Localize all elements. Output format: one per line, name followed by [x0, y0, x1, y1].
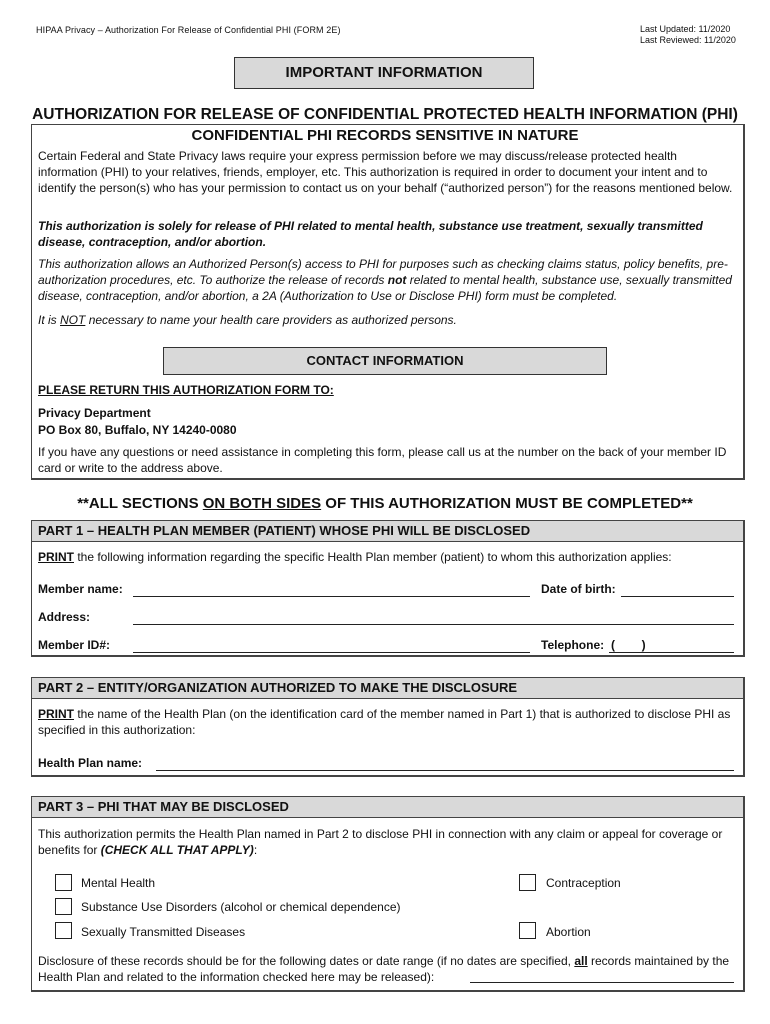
member-id-field[interactable]	[133, 652, 530, 653]
member-id-label: Member ID#:	[38, 638, 111, 652]
para3-not: not	[387, 273, 407, 287]
dates-text-b: records maintained by the Health Plan and related to the information checked here may be released):	[38, 954, 730, 984]
substance-use-label: Substance Use Disorders (alcohol or chemical dependence)	[81, 900, 401, 914]
form-revision-info	[640, 24, 736, 46]
mental-health-label: Mental Health	[81, 876, 156, 890]
solely-for-release-paragraph: This authorization is solely for release of PHI related to mental health, substance use treatment, sexually transmitted disease, contraception, and/or abortion.	[38, 219, 703, 249]
mental-health-checkbox[interactable]	[55, 874, 72, 891]
part3-instruction-a: This authorization permits the Health Plan named in Part 2 to disclose PHI in connection with any claim or appeal for coverage or benefits for	[38, 827, 723, 857]
std-label: Sexually Transmitted Diseases	[81, 925, 246, 939]
privacy-laws-paragraph: Certain Federal and State Privacy laws require your express permission before we may discuss/release protected health information (PHI) to your relatives, friends, employer, etc. This authorization is required in order to document your intent and to identify the person(s) who has your permission to contact us on your behalf (“authorized person”) for the reasons mentioned below.	[38, 149, 733, 195]
authorized-person-access-paragraph	[38, 256, 738, 304]
contraception-checkbox[interactable]	[519, 874, 536, 891]
abortion-label: Abortion	[546, 925, 591, 939]
telephone-area-code: ( )	[611, 638, 646, 652]
member-name-field[interactable]	[133, 596, 530, 597]
notice-post: OF THIS AUTHORIZATION MUST BE COMPLETED**	[321, 495, 693, 512]
part2-section	[31, 677, 745, 777]
dob-field[interactable]	[621, 596, 734, 597]
part3-section	[31, 796, 745, 992]
last-reviewed: Last Reviewed: 11/2020	[640, 35, 736, 45]
abortion-checkbox[interactable]	[519, 922, 536, 939]
part2-instruction-text: the name of the Health Plan (on the identification card of the member named in Part 1) that is authorized to disclose PHI as specified in this authorization:	[38, 707, 731, 737]
sensitive-records-title: CONFIDENTIAL PHI RECORDS SENSITIVE IN NATURE	[191, 127, 579, 144]
date-range-field[interactable]	[470, 982, 734, 983]
print-word: PRINT	[38, 707, 74, 721]
part1-instruction	[38, 549, 738, 565]
health-plan-name-field[interactable]	[156, 770, 734, 771]
dob-label: Date of birth:	[541, 582, 616, 596]
std-checkbox[interactable]	[55, 922, 72, 939]
return-address	[38, 405, 237, 439]
part1-header: PART 1 – HEALTH PLAN MEMBER (PATIENT) WHOSE PHI WILL BE DISCLOSED	[32, 521, 743, 542]
notice-pre: **ALL SECTIONS	[77, 495, 203, 512]
para3-text-a: This authorization allows an Authorized Person(s) access to PHI for purposes such as checking claims status, policy benefits, pre-authorization procedures, etc. To authorize the release of records	[38, 257, 728, 287]
important-information-banner: IMPORTANT INFORMATION	[234, 57, 534, 89]
dates-text-a: Disclosure of these records should be for the following dates or date range (if no dates are specified,	[38, 954, 575, 968]
para4-not: NOT	[60, 313, 86, 327]
address-field[interactable]	[133, 624, 734, 625]
dates-all: all	[574, 954, 588, 968]
providers-note-paragraph	[38, 312, 738, 328]
telephone-field[interactable]	[609, 652, 734, 653]
telephone-label: Telephone:	[541, 638, 605, 652]
para4-text-b: necessary to name your health care providers as authorized persons.	[85, 313, 457, 327]
part3-instruction	[38, 826, 742, 858]
part2-instruction	[38, 706, 740, 738]
return-form-label: PLEASE RETURN THIS AUTHORIZATION FORM TO:	[38, 383, 334, 397]
part1-section	[31, 520, 745, 657]
part2-header: PART 2 – ENTITY/ORGANIZATION AUTHORIZED TO MAKE THE DISCLOSURE	[32, 678, 743, 699]
substance-use-checkbox[interactable]	[55, 898, 72, 915]
health-plan-name-label: Health Plan name:	[38, 756, 143, 770]
last-updated: Last Updated: 11/2020	[640, 24, 731, 34]
address-line-2: PO Box 80, Buffalo, NY 14240-0080	[38, 423, 237, 437]
contraception-label: Contraception	[546, 876, 621, 890]
date-range-instruction	[38, 953, 742, 985]
print-word: PRINT	[38, 550, 74, 564]
form-header-title: HIPAA Privacy – Authorization For Release of Confidential PHI (FORM 2E)	[36, 25, 341, 35]
all-sections-notice	[0, 495, 770, 512]
member-name-label: Member name:	[38, 582, 123, 596]
para4-text-a: It is	[38, 313, 61, 327]
check-all-that-apply: (CHECK ALL THAT APPLY)	[100, 843, 254, 857]
part3-header: PART 3 – PHI THAT MAY BE DISCLOSED	[32, 797, 743, 818]
contact-information-header: CONTACT INFORMATION	[163, 347, 607, 375]
address-label: Address:	[38, 610, 91, 624]
authorization-title: AUTHORIZATION FOR RELEASE OF CONFIDENTIAL PROTECTED HEALTH INFORMATION (PHI)	[32, 106, 738, 123]
para3-text-b: related to mental health, substance use, sexually transmitted disease, contraception, and/or abortion, a 2A (Authorization to Use or Disclose PHI) form must be completed.	[38, 273, 732, 303]
part1-instruction-text: the following information regarding the specific Health Plan member (patient) to whom this authorization applies:	[74, 550, 672, 564]
part3-instruction-c: :	[253, 843, 258, 857]
address-line-1: Privacy Department	[38, 406, 151, 420]
assistance-paragraph: If you have any questions or need assistance in completing this form, please call us at the number on the back of your member ID card or write to the address above.	[38, 445, 727, 475]
notice-underlined: ON BOTH SIDES	[202, 495, 322, 512]
